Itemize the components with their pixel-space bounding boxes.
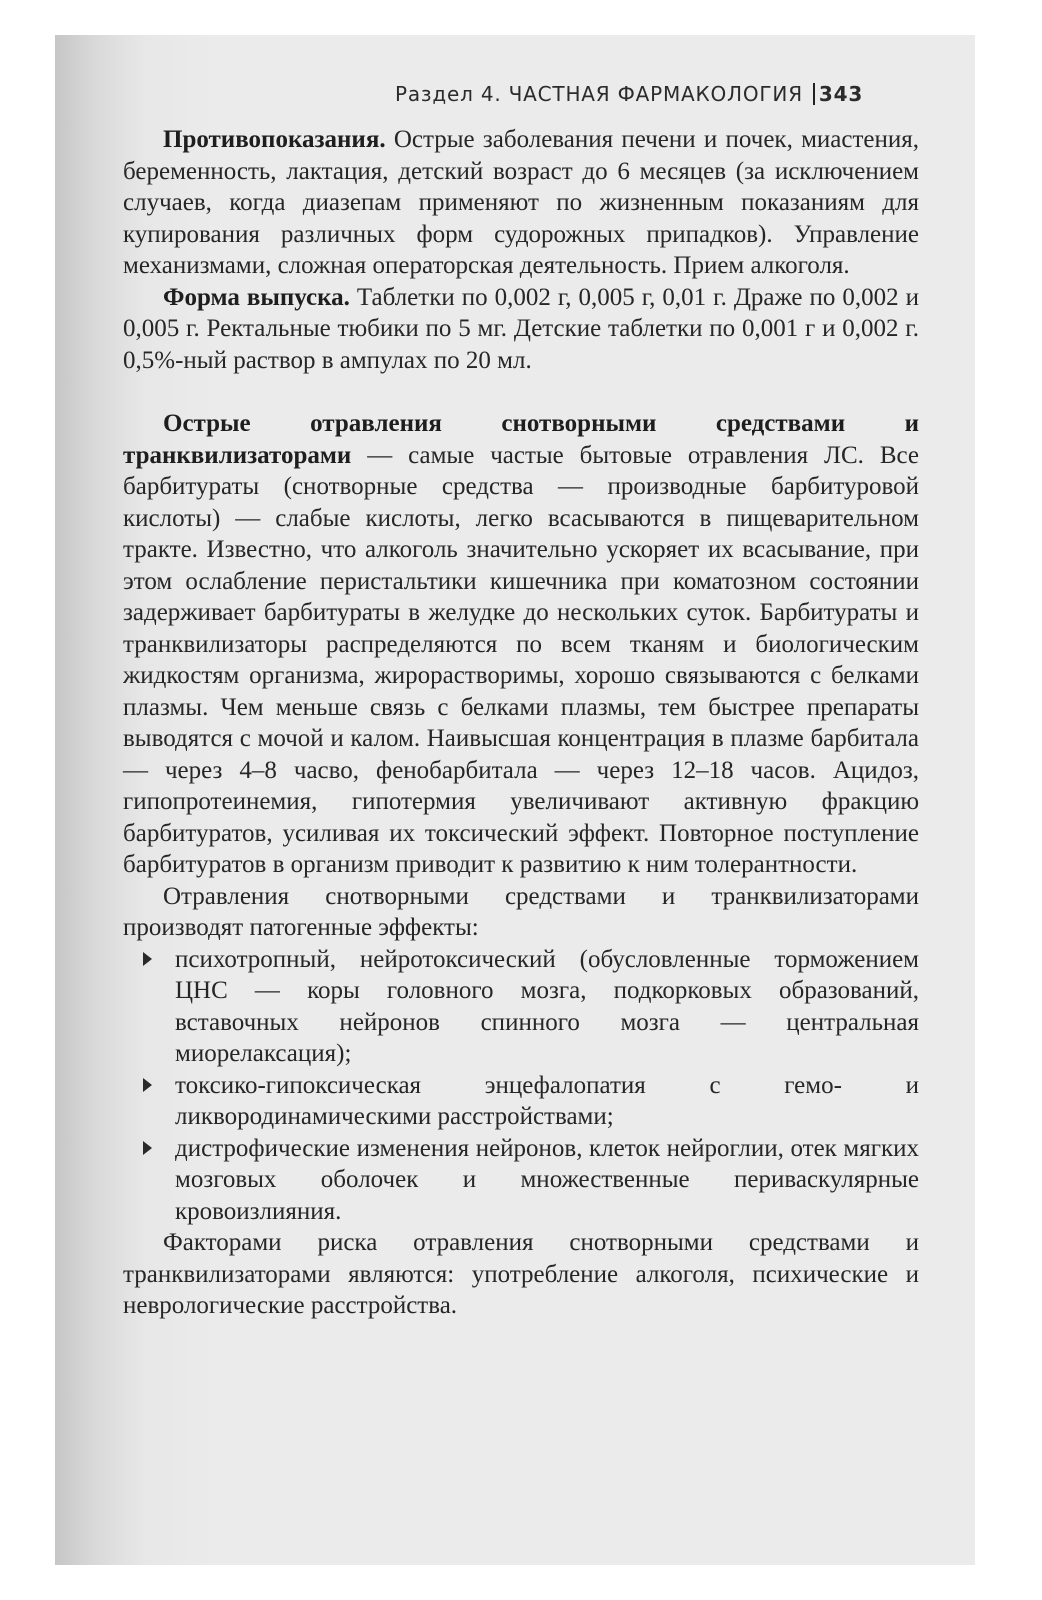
header-divider [813, 83, 815, 105]
release-form-paragraph [123, 282, 919, 377]
poisoning-text: — самые частые бытовые отравления ЛС. Все барбитураты (снотворные средства — производные барбитуровой кислоты) — слабые кислоты, легко всасываются в пищеварительном тракте. Известно, что алкоголь значительно ускоряет их всасывание, при этом ослабление перистальтики кишечника при коматозном состоянии задерживает барбитураты в желудке до нескольких суток. Барбитураты и транквилизаторы распределяются по всем тканям и биологическим жидкостям организма, жирорастворимы, хорошо связываются с белками плазмы. Чем меньше связь с белками плазмы, тем быстрее препараты выводятся с мочой и калом. Наивысшая концентрация в плазме барбитала — через 4–8 часво, фенобарбитала — через 12–18 часов. Ацидоз, гипопротеинемия, гипотермия увеличивают активную фракцию барбитуратов, усиливая их токсический эффект. Повторное поступление барбитуратов в организм приводит к развитию к ним толерантности. [123, 441, 919, 878]
contraindications-text: Острые заболевания печени и почек, миастения, беременность, лактация, детский возраст до 6 месяцев (за исключением случаев, когда диазепам применяют по жизненным показаниям для купирования различных форм судорожных припадков). Управление механизмами, сложная операторская деятельность. Прием алкоголя. [123, 126, 919, 279]
risk-factors-paragraph: Факторами риска отравления снотворными средствами и транквилизаторами являются: употребление алкоголя, психические и неврологические расстройства. [123, 1229, 919, 1319]
release-form-text: Таблетки по 0,002 г, 0,005 г, 0,01 г. Драже по 0,002 и 0,005 г. Ректальные тюбики по 5 мг. Детские таблетки по 0,001 г и 0,002 г. 0,5%-ный раствор в ампулах по 20 мл. [123, 283, 919, 374]
list-item-text: психотропный, нейротоксический (обусловленные торможением ЦНС — коры головного мозга, подкорковых образований, вставочных нейронов спинного мозга — центральная миорелаксация); [175, 945, 919, 1067]
list-item-text: токсико-гипоксическая энцефалопатия с гемо- и ликвородинамическими расстройствами; [175, 1071, 919, 1130]
list-item [123, 1070, 919, 1133]
running-head [395, 82, 863, 106]
list-item [123, 944, 919, 1070]
bullet-triangle-icon [143, 952, 152, 966]
bullet-triangle-icon [143, 1078, 152, 1092]
section-title: Раздел 4. ЧАСТНАЯ ФАРМАКОЛОГИЯ [395, 82, 803, 106]
section-gap [123, 376, 919, 408]
body-text [123, 124, 919, 1322]
poisoning-label: Острые отравления снотворными средствами и транквилизаторами [123, 410, 919, 469]
effects-intro: Отравления снотворными средствами и транквилизаторами производят патогенные эффекты: [123, 882, 919, 941]
list-item [123, 1133, 919, 1228]
contraindications-label: Противопоказания. [163, 126, 386, 153]
bullet-triangle-icon [143, 1141, 152, 1155]
contraindications-paragraph [123, 124, 919, 282]
list-item-text: дистрофические изменения нейронов, клеток нейроглии, отек мягких мозговых оболочек и множественные периваскулярные кровоизлияния. [175, 1134, 919, 1225]
effects-list [123, 944, 919, 1228]
release-form-label: Форма выпуска. [163, 283, 350, 311]
page-number: 343 [818, 82, 864, 106]
poisoning-paragraph [123, 408, 919, 881]
